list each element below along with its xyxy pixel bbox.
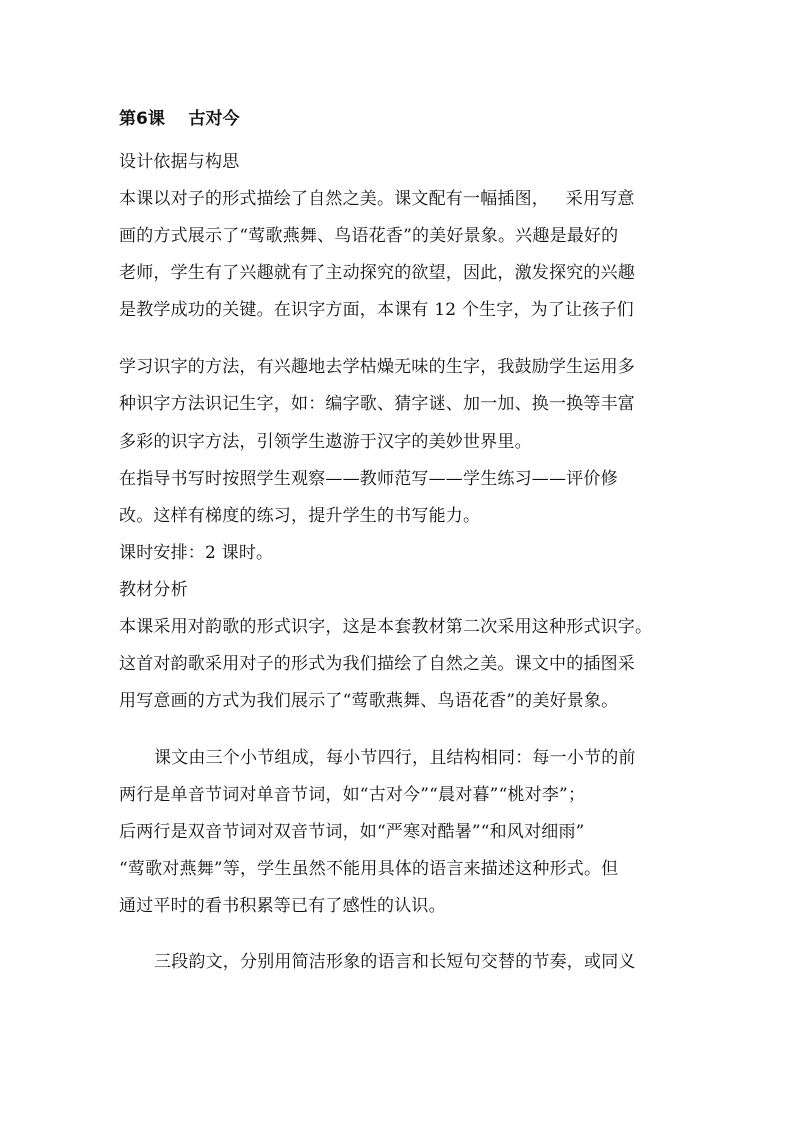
paragraph-line: 本课以对子的形式描绘了自然之美。课文配有一幅插图， 采用写意: [119, 189, 635, 209]
paragraph-line: 两行是单音节词对单音节词，如“古对今”“晨对暮”“桃对李”；: [119, 785, 586, 805]
paragraph-line: 学习识字的方法，有兴趣地去学枯燥无味的生字，我鼓励学生运用多: [119, 357, 635, 377]
paragraph-line: 改。这样有梯度的练习，提升学生的书写能力。: [119, 506, 481, 526]
paragraph-line: 多彩的识字方法，引领学生遨游于汉字的美妙世界里。: [119, 432, 532, 452]
section-heading-design: 设计依据与构思: [119, 152, 240, 172]
paragraph-line: 在指导书写时按照学生观察——教师范写——学生练习——评价修: [119, 469, 618, 489]
paragraph-line: 用写意画的方式为我们展示了“莺歌燕舞、鸟语花香”的美好景象。: [119, 691, 619, 711]
paragraph-line: 这首对韵歌采用对子的形式为我们描绘了自然之美。课文中的插图采: [119, 654, 635, 674]
paragraph-line: “莺歌对燕舞”等，学生虽然不能用具体的语言来描述这种形式。但: [119, 859, 619, 879]
paragraph-line: 种识字方法识记生字，如：编字歌、猜字谜、加一加、换一换等丰富: [119, 394, 635, 414]
paragraph-line: 本课采用对韵歌的形式识字，这是本套教材第二次采用这种形式识字。: [119, 617, 653, 637]
paragraph-line: 课文由三个小节组成，每小节四行，且结构相同：每一小节的前: [154, 748, 636, 768]
section-heading-analysis: 教材分析: [119, 580, 188, 600]
schedule-line: 课时安排：2 课时。: [119, 543, 274, 563]
paragraph-line: 老师，学生有了兴趣就有了主动探究的欲望，因此，激发探究的兴趣: [119, 263, 635, 283]
paragraph-line: 画的方式展示了“莺歌燕舞、鸟语花香”的美好景象。兴趣是最好的: [119, 226, 619, 246]
lesson-title: 第6课 古对今: [119, 109, 240, 129]
paragraph-line: 后两行是双音节词对双音节词，如“严寒对酷暑”“和风对细雨”: [119, 822, 585, 842]
paragraph-line: 三段韵文，分别用简洁形象的语言和长短句交替的节奏，或同义: [154, 952, 636, 972]
paragraph-line: 是教学成功的关键。在识字方面，本课有 12 个生字，为了让孩子们: [119, 300, 634, 320]
paragraph-line: 通过平时的看书积累等已有了感性的认识。: [119, 896, 446, 916]
